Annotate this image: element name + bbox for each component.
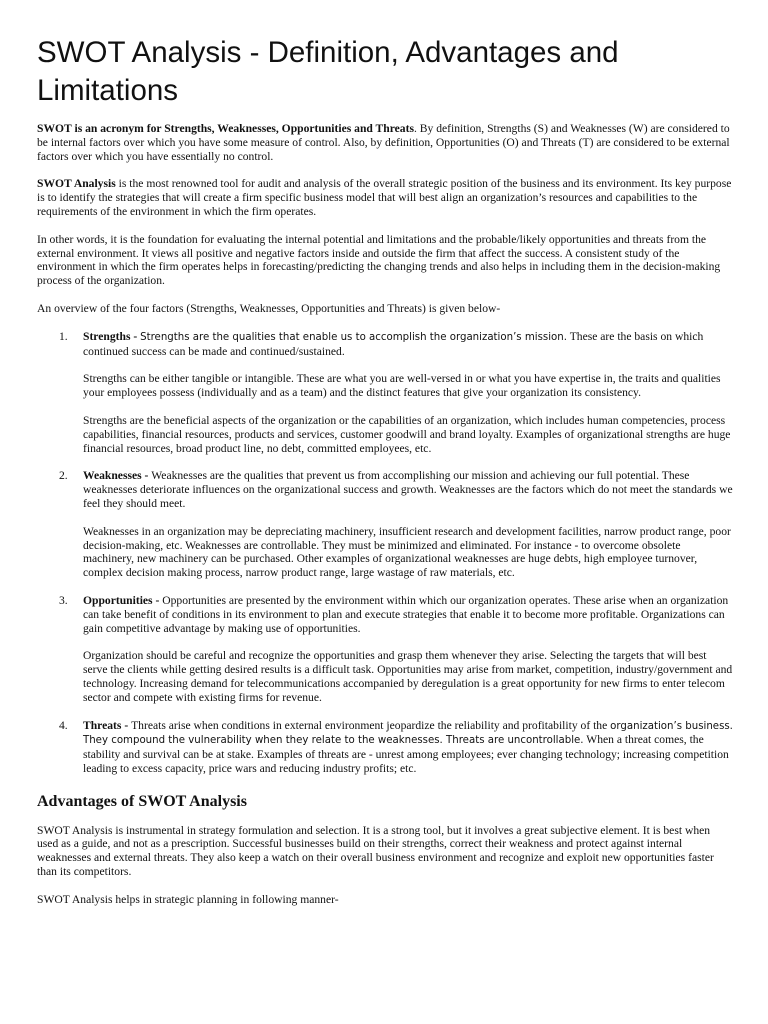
advantages-heading: Advantages of SWOT Analysis xyxy=(37,792,247,810)
overview-paragraph: An overview of the four factors (Strengths, Weaknesses, Opportunities and Threats) is given below- xyxy=(37,301,501,315)
factor-alt-text: organization’s business. They compound the vulnerability when they relate to the weaknesses. Threats are uncontrollable. xyxy=(83,720,733,747)
factor-label: Threats - xyxy=(83,718,132,732)
factor-number: 2. xyxy=(59,469,68,483)
intro-bold-lead: SWOT is an acronym for Strengths, Weaknesses, Opportunities and Threats xyxy=(37,122,414,135)
intro-text: . By definition, Strengths (S) and Weaknesses (W) are considered to be internal factors over which you have some measure of control. Also, by definition, Opportunities (O) and Threats (T) are considered to be external factors over which you have essentially no control. xyxy=(37,122,730,163)
factor-opportunities xyxy=(37,594,733,705)
factor-list xyxy=(37,330,733,776)
factor-weaknesses xyxy=(37,469,733,580)
page-title: SWOT Analysis - Definition, Advantages and Limitations xyxy=(37,36,619,107)
factor-paragraph: Weaknesses in an organization may be depreciating machinery, insufficient research and development facilities, narrow product range, poor decision-making, etc. Weaknesses are controllable. They must be minimized and eliminated. For instance - to overcome obsolete machinery, new machinery can be purchased. Other examples of organizational weaknesses are huge debts, high employee turnover, complex decision making process, narrow product range, large wastage of raw materials, etc. xyxy=(83,524,731,580)
factor-text: Opportunities are presented by the environment within which our organization operates. These arise when an organization can take benefit of conditions in its environment to plan and execute strategies that enable it to become more profitable. Organizations can gain competitive advantage by making use of opportunities. xyxy=(83,593,729,635)
factor-paragraph: Strengths can be either tangible or intangible. These are what you are well-versed in or what you have expertise in, the traits and qualities your employees possess (individually and as a team) and the distinct features that give your organization its consistency. xyxy=(83,372,721,400)
intro-paragraph xyxy=(37,122,733,163)
analysis-paragraph xyxy=(37,177,733,218)
factor-lead-paragraph xyxy=(83,594,733,635)
factor-label: Weaknesses - xyxy=(83,469,152,483)
factor-number: 4. xyxy=(59,718,68,732)
factor-threats xyxy=(37,719,733,776)
advantages-paragraph: SWOT Analysis helps in strategic planning in following manner- xyxy=(37,892,339,906)
analysis-bold-lead: SWOT Analysis xyxy=(37,177,116,191)
factor-lead-paragraph xyxy=(83,469,733,510)
factor-paragraph: Organization should be careful and recognize the opportunities and grasp them whenever they arise. Selecting the targets that will best serve the clients while getting desired results is a difficult task. Opportunities may arise from market, competition, industry/government and technology. Increasing demand for telecommunications accompanied by deregulation is a great opportunity for new firms to enter telecom sector and compete with existing firms for revenue. xyxy=(83,649,733,704)
factor-text: Threats arise when conditions in external environment jeopardize the reliability and profitability of the xyxy=(131,718,611,732)
factor-alt-text: Strengths are the qualities that enable us to accomplish the organization’s mission. xyxy=(140,331,567,343)
factor-paragraph: Strengths are the beneficial aspects of the organization or the capabilities of an organization, which includes human competencies, process capabilities, financial resources, products and services, customer goodwill and brand loyalty. Examples of organizational strengths are huge financial resources, broad product line, no debt, committed employees, etc. xyxy=(83,413,731,455)
factor-strengths xyxy=(37,330,733,456)
factor-text: These are the basis on which continued success can be made and continued/sustained. xyxy=(83,329,704,358)
advantages-paragraph: SWOT Analysis is instrumental in strategy formulation and selection. It is a strong tool, but it involves a great subjective element. It is best when used as a guide, and not as a prescription. Successful businesses build on their strengths, correct their weakness and protect against internal weaknesses and external threats. They also keep a watch on their overall business environment and recognize and exploit new opportunities faster than its competitors. xyxy=(37,823,714,879)
document-page xyxy=(37,34,733,921)
factor-number: 1. xyxy=(59,329,68,343)
factor-text: Weaknesses are the qualities that prevent us from accomplishing our mission and achieving our full potential. These weaknesses deteriorate influences on the organizational success and growth. Weaknesses are the factors which do not meet the standards we feel they should meet. xyxy=(83,469,733,510)
factor-lead-paragraph xyxy=(83,330,733,359)
analysis-text: is the most renowned tool for audit and analysis of the overall strategic position of the business and its environment. Its key purpose is to identify the strategies that will create a firm specific business model that will best align an organization’s resources and capabilities to the requirements of the environment in which the firm operates. xyxy=(37,177,732,218)
factor-lead-paragraph xyxy=(83,719,733,776)
factor-label: Strengths - xyxy=(83,329,141,343)
factor-label: Opportunities - xyxy=(83,593,163,607)
factor-number: 3. xyxy=(59,593,68,607)
factor-tail-text: When a threat comes, the stability and survival can be at stake. Examples of threats are - unrest among employees; ever changing technology; increasing competition leading to excess capacity, price wars and reducing industry profits; etc. xyxy=(83,733,729,775)
foundation-paragraph: In other words, it is the foundation for evaluating the internal potential and limitations and the probable/likely opportunities and threats from the external environment. It views all positive and negative factors inside and outside the firm that affect the success. A consistent study of the environment in which the firm operates helps in forecasting/predicting the changing trends and also helps in including them in the decision-making process of the organization. xyxy=(37,232,721,288)
